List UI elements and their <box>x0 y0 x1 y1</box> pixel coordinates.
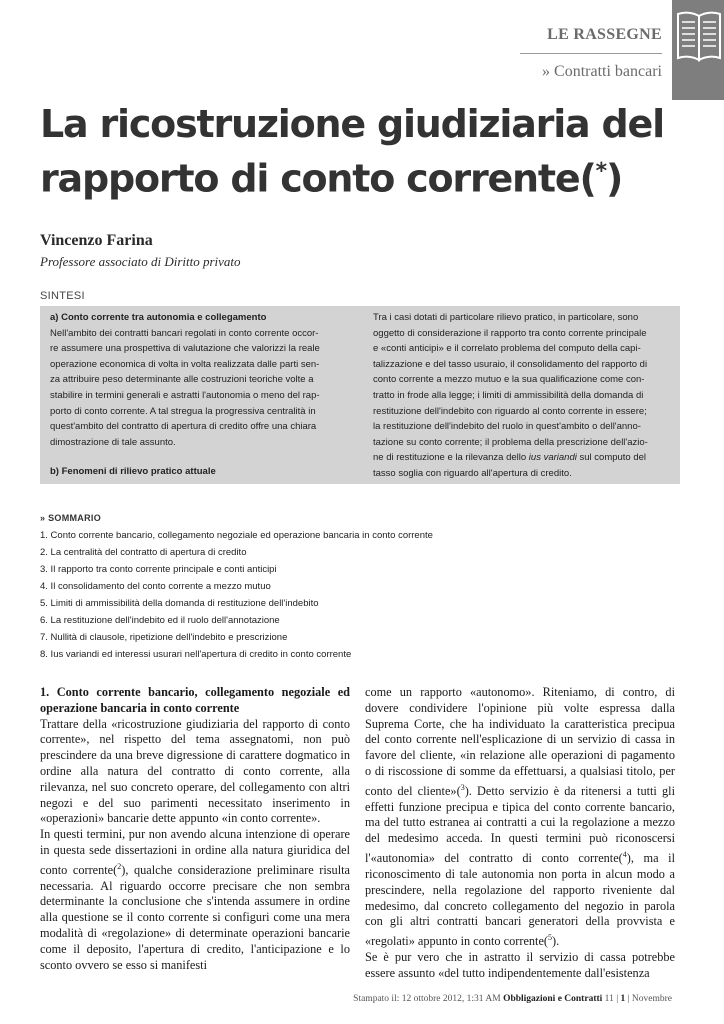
title-line-2: rapporto di conto corrente( <box>40 156 596 201</box>
toc-item[interactable]: 2. La centralità del contratto di apertura di credito <box>40 547 247 558</box>
sintesi-left-line: re assumere una prospettiva di valutazione che valorizzi la reale <box>50 343 320 355</box>
sintesi-left-line: quest'ambito del contratto di apertura di credito offre una chiara <box>50 421 317 433</box>
title-footnote-marker[interactable]: * <box>595 159 606 184</box>
title-line-1: La ricostruzione giudiziaria del <box>40 102 664 146</box>
footnote-ref[interactable]: 3 <box>460 782 465 792</box>
sommario-label: » SOMMARIO <box>40 513 102 523</box>
table-of-contents <box>40 513 680 663</box>
sintesi-right-line: tratto in frode alla legge; i limiti di ammissibilità della domanda di <box>373 389 644 401</box>
article-title <box>40 100 680 203</box>
toc-item[interactable]: 6. La restituzione dell'indebito ed il ruolo dell'annotazione <box>40 615 280 626</box>
footnote-ref[interactable]: 4 <box>622 850 627 860</box>
section-heading: 1. Conto corrente bancario, collegamento negoziale ed operazione bancaria in conto corrente <box>40 685 350 715</box>
body-text: ), ma il riconoscimento di tale autonomia non porta in alcun modo a prescindere, nella regolazione del rapporto riveniente dal medesimo, dal concreto collegamento del negozio in parola con gli altri contratti bancari generatori della provvista e «regolati» appunto in conto corrente( <box>365 851 675 949</box>
rubric-title: LE RASSEGNE <box>547 26 662 43</box>
journal-name: Obbligazioni e Contratti <box>503 994 603 1004</box>
body-text: ). <box>552 934 560 949</box>
author-role: Professore associato di Diritto privato <box>40 254 241 269</box>
body-paragraph: Se è pur vero che in astratto il servizio di cassa potrebbe essere assunto «del tutto indipendentemente dall'esistenza <box>365 950 675 980</box>
body-text: ). Detto servizio è da ritenersi a tutti gli effetti funzione precipua e tipica del conto corrente bancario, ma del tutto estranea ai contratti a cui la regolazione a mezzo del medesimo acceda. In questi termini può riconoscersi l'«autonomia» del contratto di conto corrente( <box>365 783 675 866</box>
rubric-divider <box>520 53 662 54</box>
open-book-icon <box>676 6 722 66</box>
footer-issue: 11 <box>604 994 614 1004</box>
sintesi-right-line: la restituzione dell'indebito del ruolo in quest'ambito o dell'anno- <box>373 421 641 433</box>
sintesi-heading-a: a) Conto corrente tra autonomia e collegamento <box>50 312 267 323</box>
sintesi-left-column <box>50 310 350 450</box>
sintesi-right-fragment: ne di restituzione e la rilevanza dello <box>373 452 529 464</box>
print-stamp: Stampato il: 12 ottobre 2012, 1:31 AM <box>353 994 501 1004</box>
toc-item[interactable]: 7. Nullità di clausole, ripetizione dell'indebito e prescrizione <box>40 632 288 643</box>
sintesi-left-line: za attribuire peso determinante alle costruzioni teoriche volte a <box>50 374 314 386</box>
body-text: come un rapporto «autonomo». Riteniamo, di contro, di dovere condividere l'opinione più volte espressa dalla Suprema Corte, che ha individuato la caratteristica precipua del conto corrente nell'esplicazione di un servizio di cassa in favore del cliente, «in relazione alle operazioni di pagamento o di riscossione di somme da effettuarsi, a qualsiasi titolo, per conto del cliente»( <box>365 685 675 798</box>
sintesi-right-line: oggetto di considerazione il rapporto tra conto corrente principale <box>373 327 647 339</box>
body-paragraph <box>365 685 675 950</box>
toc-item[interactable]: 4. Il consolidamento del conto corrente a mezzo mutuo <box>40 581 271 592</box>
footer-month: Novembre <box>631 994 672 1004</box>
sintesi-right-column <box>373 310 673 482</box>
sintesi-right-line: talizzazione e del tasso usuraio, il consolidamento del rapporto di <box>373 358 648 370</box>
footnote-ref[interactable]: 5 <box>548 933 553 943</box>
sintesi-box <box>40 306 680 484</box>
sintesi-right-line: tazione su conto corrente; il problema della prescrizione dell'azio- <box>373 436 648 448</box>
sintesi-left-line: stabilire in termini generali e astratti l'autonomia o meno del rap- <box>50 389 320 401</box>
sintesi-right-line: restituzione dell'indebito con riguardo al conto corrente in essere; <box>373 405 647 417</box>
sintesi-right-line: conto corrente a mezzo mutuo e la sua qualificazione come con- <box>373 374 645 386</box>
sintesi-left-line: porto di conto corrente. A tal stregua la progressiva centralità in <box>50 405 316 417</box>
body-paragraph <box>40 827 350 973</box>
body-column-right <box>365 685 675 982</box>
sintesi-right-line: e «conti anticipi» e il correlato problema del computo della capi- <box>373 343 641 355</box>
toc-item[interactable]: 5. Limiti di ammissibilità della domanda di restituzione dell'indebito <box>40 598 319 609</box>
body-column-left <box>40 685 350 973</box>
rubric-subtitle: » Contratti bancari <box>542 63 662 80</box>
toc-item[interactable]: 3. Il rapporto tra conto corrente principale e conti anticipi <box>40 564 277 575</box>
toc-item[interactable]: 8. Ius variandi ed interessi usurari nell'apertura di credito in conto corrente <box>40 649 352 660</box>
body-text: ), qualche considerazione preliminare risulta necessaria. Al riguardo occorre precisare che non sembra determinante la conclusione che s'intenda assumere in ordine alla questione se il conto corrente si configuri come una mera modalità di «regolazione» di determinate operazioni bancarie come il deposito, l'apertura di credito, l'anticipazione e lo sconto ovvero se esso si manifesti <box>40 862 350 972</box>
page-number: 1 <box>620 994 626 1004</box>
sintesi-right-line: Tra i casi dotati di particolare rilievo pratico, in particolare, sono <box>373 312 639 323</box>
section-tab <box>672 0 724 100</box>
body-paragraph: Trattare della «ricostruzione giudiziaria del rapporto di conto corrente», nel rispetto del tema assegnatomi, non può prescindere da una breve digressione di carattere dogmatico in ordine alla natura del contratto di conto corrente, alla rilevanza, nel suo concreto operare, del collegamento con altri negozi e del suo parimenti necessitato inserimento in «operazioni» bancarie dette appunto «in conto corrente». <box>40 716 350 826</box>
author-name: Vincenzo Farina <box>40 232 153 249</box>
sintesi-heading-b: b) Fenomeni di rilievo pratico attuale <box>50 466 216 477</box>
sintesi-right-fragment: sul computo del <box>576 452 647 464</box>
toc-item[interactable]: 1. Conto corrente bancario, collegamento negoziale ed operazione bancaria in conto corrente <box>40 530 433 541</box>
sintesi-right-line <box>373 450 673 466</box>
sintesi-right-line: tasso soglia con riguardo all'apertura di credito. <box>373 467 572 479</box>
page-footer: Stampato il: 12 ottobre 2012, 1:31 AM Obbligazioni e Contratti 11 | 1 | Novembre <box>353 994 672 1004</box>
sintesi-left-line: Nell'ambito dei contratti bancari regolati in conto corrente occor- <box>50 327 319 339</box>
footnote-ref[interactable]: 2 <box>117 861 122 871</box>
body-text: In questi termini, pur non avendo alcuna intenzione di operare in questa sede dissertazioni in ordine alla natura giuridica del conto corrente( <box>40 827 350 877</box>
sintesi-left-line: dimostrazione di tale assunto. <box>50 436 176 448</box>
sintesi-italic-term: ius variandi <box>528 452 577 464</box>
title-close: ) <box>605 156 623 201</box>
sintesi-label: SINTESI <box>40 290 85 302</box>
sintesi-left-line: operazione economica di volta in volta realizzata dalle parti sen- <box>50 358 320 370</box>
